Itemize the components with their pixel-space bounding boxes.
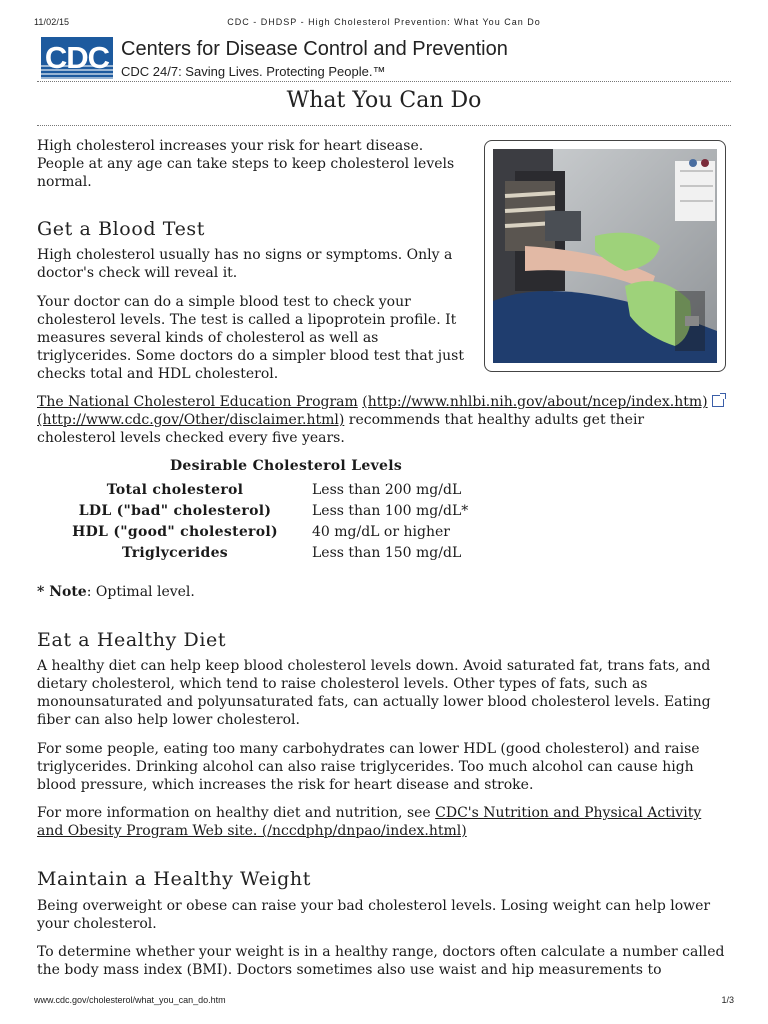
diet-text: For more information on healthy diet and nutrition, see <box>37 805 436 821</box>
row-label: Triglycerides <box>122 544 228 561</box>
print-date: 11/02/15 <box>34 17 70 27</box>
note <box>37 583 195 601</box>
row-value: Less than 100 mg/dL* <box>312 502 469 519</box>
blood-test-paragraph-3 <box>37 393 727 447</box>
blood-test-paragraph-2: Your doctor can do a simple blood test to check your cholesterol levels. The test is called a lipoprotein profile. It measures several kinds of cholesterol as well as triglycerides. Some doctors do a simpler blood test that just checks total and HDL cholesterol. <box>37 294 464 382</box>
print-url: www.cdc.gov/cholesterol/what_you_can_do.htm <box>34 995 226 1005</box>
print-page-number: 1/3 <box>721 995 734 1005</box>
header-divider <box>37 81 731 82</box>
blood-test-paragraph-1: High cholesterol usually has no signs or symptoms. Only a doctor's check will reveal it. <box>37 247 453 281</box>
row-label: HDL ("good" cholesterol) <box>72 523 278 540</box>
tagline: CDC 24/7: Saving Lives. Protecting People.™ <box>121 64 386 79</box>
table-row <box>60 479 512 500</box>
heading-blood-test: Get a Blood Test <box>37 218 206 240</box>
table-caption: Desirable Cholesterol Levels <box>169 458 403 474</box>
row-value: 40 mg/dL or higher <box>312 523 450 540</box>
disclaimer-link[interactable]: (http://www.cdc.gov/Other/disclaimer.html) <box>37 412 345 428</box>
heading-weight: Maintain a Healthy Weight <box>37 868 311 890</box>
note-label: * Note <box>37 584 87 600</box>
weight-paragraph-2: To determine whether your weight is in a healthy range, doctors often calculate a number called the body mass index (BMI). Doctors sometimes also use waist and hip measurements to <box>37 944 725 978</box>
note-text: : Optimal level. <box>86 584 195 600</box>
row-value: Less than 200 mg/dL <box>312 481 462 498</box>
diet-paragraph-1: A healthy diet can help keep blood cholesterol levels down. Avoid saturated fat, trans fats, and dietary cholesterol, which tend to raise cholesterol levels. Other types of fats, such as monounsaturated and polyunsaturated fats, can actually lower blood cholesterol levels. Eating fiber can also help lower cholesterol. <box>37 658 711 728</box>
title-divider <box>37 125 731 126</box>
diet-paragraph-2: For some people, eating too many carbohydrates can lower HDL (good cholesterol) and raise triglycerides. Drinking alcohol can also raise triglycerides. Too much alcohol can cause high blood pressure, which increases the risk for heart disease and stroke. <box>37 741 700 793</box>
ncep-link[interactable]: The National Cholesterol Education Program <box>37 394 358 410</box>
cdc-logo[interactable] <box>41 37 113 79</box>
weight-paragraph-1: Being overweight or obese can raise your bad cholesterol levels. Losing weight can help lower your cholesterol. <box>37 898 711 932</box>
print-title: CDC - DHDSP - High Cholesterol Prevention: What You Can Do <box>227 17 541 27</box>
ncep-text: recommends that healthy adults get their cholesterol levels checked every five years. <box>37 412 645 446</box>
org-name: Centers for Disease Control and Prevention <box>121 38 508 60</box>
table-row <box>60 542 512 563</box>
external-link-icon[interactable] <box>712 395 724 407</box>
row-label: LDL ("bad" cholesterol) <box>78 502 272 519</box>
diet-paragraph-3 <box>37 804 727 840</box>
row-value: Less than 150 mg/dL <box>312 544 462 561</box>
cholesterol-levels-table <box>60 458 512 563</box>
blood-test-photo <box>484 140 726 372</box>
table-row <box>60 500 512 521</box>
heading-diet: Eat a Healthy Diet <box>37 629 227 651</box>
ncep-url[interactable]: (http://www.nhlbi.nih.gov/about/ncep/index.htm) <box>362 394 708 410</box>
table-row <box>60 521 512 542</box>
page-title: What You Can Do <box>286 88 482 113</box>
intro-paragraph: High cholesterol increases your risk for heart disease. People at any age can take steps to keep cholesterol levels normal. <box>37 138 455 190</box>
dnpao-url[interactable]: (/nccdphp/dnpao/index.html) <box>257 823 467 839</box>
row-label: Total cholesterol <box>106 481 244 498</box>
logo-text: CDC <box>44 40 110 75</box>
dnpao-link[interactable]: CDC's Nutrition and Physical Activity and Obesity Program Web site. <box>37 805 702 839</box>
